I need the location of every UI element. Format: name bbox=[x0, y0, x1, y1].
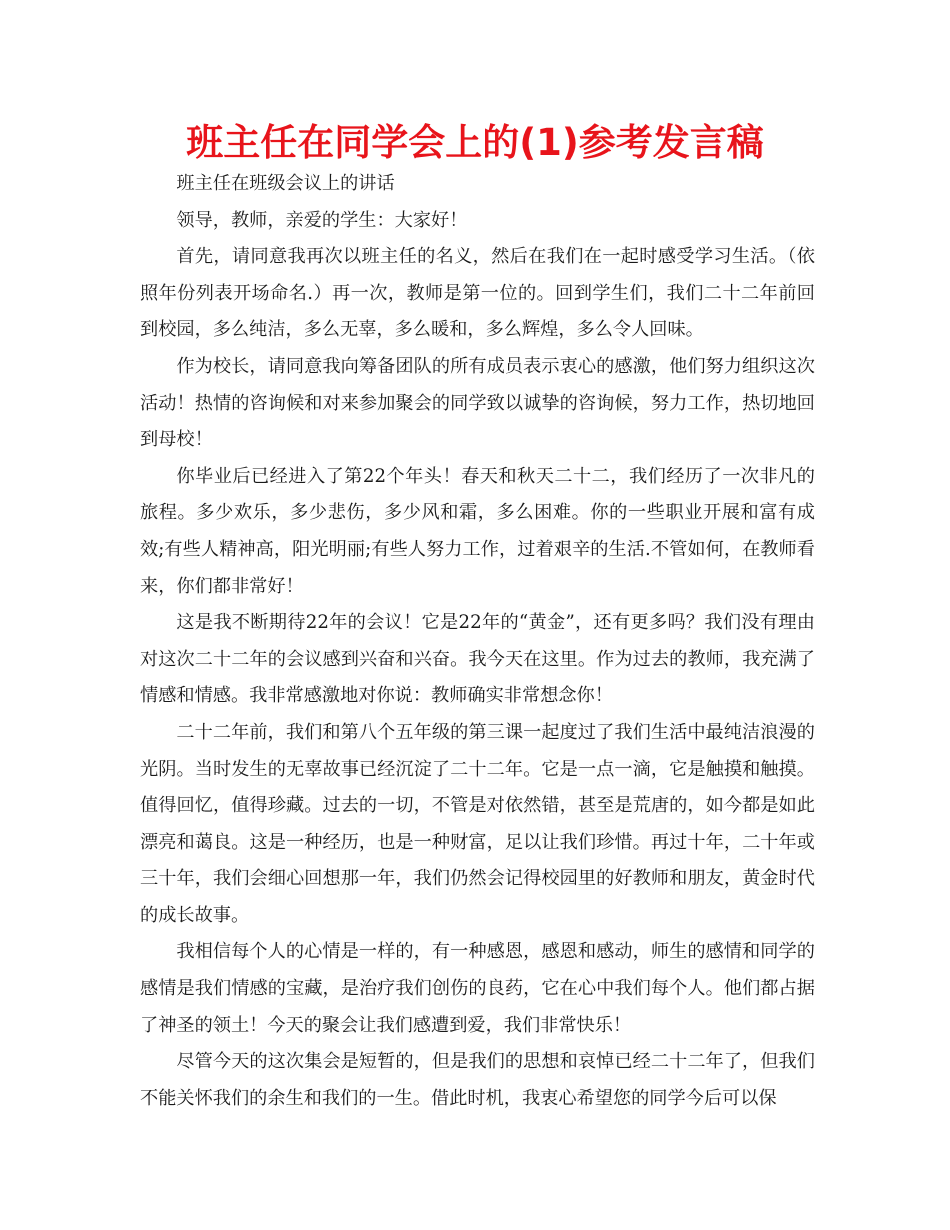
paragraph: 首先，请同意我再次以班主任的名义，然后在我们在一起时感受学习生活。（依照年份列表开场命名.）再一次，教师是第一位的。回到学生们，我们二十二年前回到校园，多么纯洁，多么无辜，多么暖和，多么辉煌，多么令人回味。 bbox=[140, 246, 815, 341]
document-body bbox=[140, 166, 815, 1117]
paragraph-greeting: 领导，教师，亲爱的学生：大家好！ bbox=[176, 209, 468, 231]
paragraph: 二十二年前，我们和第八个五年级的第三课一起度过了我们生活中最纯洁浪漫的光阴。当时发生的无辜故事已经沉淀了二十二年。它是一点一滴，它是触摸和触摸。值得回忆，值得珍藏。过去的一切，不管是对依然错，甚至是荒唐的，如今都是如此漂亮和蔼良。这是一种经历，也是一种财富，足以让我们珍惜。再过十年，二十年或三十年，我们会细心回想那一年，我们仍然会记得校园里的好教师和朋友，黄金时代的成长故事。 bbox=[140, 721, 815, 926]
paragraph: 这是我不断期待22年的会议！它是22年的“黄金”，还有更多吗？我们没有理由对这次二十二年的会议感到兴奋和兴奋。我今天在这里。作为过去的教师，我充满了情感和情感。我非常感激地对你说：教师确实非常想念你！ bbox=[140, 612, 815, 707]
document-title: 班主任在同学会上的(1)参考发言稿 bbox=[186, 121, 764, 164]
paragraph: 作为校长，请同意我向筹备团队的所有成员表示衷心的感激，他们努力组织这次活动！热情的咨询候和对来参加聚会的同学致以诚挚的咨询候，努力工作，热切地回到母校！ bbox=[140, 355, 815, 451]
paragraph: 你毕业后已经进入了第22个年头！春天和秋天二十二，我们经历了一次非凡的旅程。多少欢乐，多少悲伤，多少风和霜，多么困难。你的一些职业开展和富有成效;有些人精神高，阳光明丽;有些人努力工作，过着艰辛的生活.不管如何，在教师看来，你们都非常好！ bbox=[140, 465, 815, 597]
paragraph: 尽管今天的这次集会是短暂的，但是我们的思想和哀悼已经二十二年了，但我们不能关怀我们的余生和我们的一生。借此时机，我衷心希望您的同学今后可以保 bbox=[140, 1051, 815, 1109]
paragraph: 我相信每个人的心情是一样的，有一种感恩，感恩和感动，师生的感情和同学的感情是我们情感的宝藏，是治疗我们创伤的良药，它在心中我们每个人。他们都占据了神圣的领土！今天的聚会让我们感遭到爱，我们非常快乐！ bbox=[140, 941, 815, 1036]
paragraph-subtitle: 班主任在班级会议上的讲话 bbox=[176, 173, 395, 194]
